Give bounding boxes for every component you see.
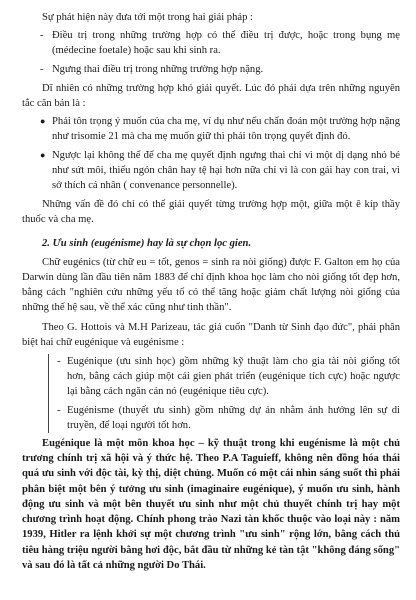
paragraph-hottois: Theo G. Hottois và M.H Parizeau, tác giả cuốn "Danh từ Sinh đạo đức", phải phân biệt hai chữ eugénique và eugénisme : bbox=[22, 321, 400, 348]
dash-bullet-icon: - bbox=[57, 404, 61, 416]
dot-bullet-icon: ● bbox=[40, 116, 46, 127]
dash-item-text: Điều trị trong những trường hợp có thể điều trị được, hoặc trong bụng mẹ (médecine foetale) hoặc sau khi sinh ra. bbox=[52, 30, 400, 57]
bullet-item-text: Ngược lại không thể để cha mẹ quyết định ngưng thai chỉ vì một dị dạng nhỏ bé như sứt môi, thiếu ngón chân hay tệ hại hơn nữa chỉ vì là con gái hay con trai, vì sở thích cá nhân ( convenance personnelle). bbox=[52, 149, 400, 192]
dash-item-text: Ngưng thai điều trị trong những trường hợp nặng. bbox=[52, 63, 264, 75]
paragraph-principles: Dĩ nhiên có những trường hợp khó giải quyết. Lúc đó phải dựa trên những nguyên tắc căn bản là : bbox=[22, 82, 400, 110]
paragraph-eugenisme-politics: Eugénique là một môn khoa học – kỹ thuật trong khi eugénisme là một chủ trương chính trị xã hội và ý thức hệ. Theo P.A Taguieff, không nên đồng hóa thái quá ưu sinh với độc tài, kỳ thị, diệt chủng. Muốn có một cái nhìn sáng suốt thì phải phân biệt một bên ý tưởng ưu sinh (imaginaire eugénique), ý muốn ưu sinh, hành động ưu sinh và một bên thuyết ưu sinh như một chủ thuyết chính trị hay một chương trình hoạt động. Chính phong trào Nazi tàn khốc thuộc vào loại này : năm 1939, Hitler ra lệnh khởi sự một chương trình "ưu sinh" rộng lớn, bằng cách thủ tiêu hàng triệu người bằng hơi độc, bắt đầu từ những kẻ tàn tật "không đáng sống" và sau đó là tất cả những người Do Thái. bbox=[22, 438, 400, 571]
bullet-item-2 bbox=[22, 148, 400, 194]
definition-box bbox=[48, 354, 400, 433]
dash-bullet-icon: - bbox=[57, 356, 61, 368]
bullet-item-1 bbox=[22, 114, 400, 144]
dot-bullet-icon: ● bbox=[40, 149, 46, 160]
definition-text: Eugénisme (thuyết ưu sinh) gồm những dự án nhằm ảnh hưởng lên sự di truyền, để loại người tốt hơn. bbox=[67, 404, 400, 431]
dash-bullet-icon: - bbox=[40, 63, 44, 75]
definition-text: Eugénique (ưu sinh học) gồm những kỹ thuật làm cho gia tài nòi giống tốt hơn, bằng cách giúp một cái gien phát triển (eugénique tích cực) hoặc ngược lại bằng cách ngăn cản nó (eugénique tiêu cực). bbox=[67, 356, 400, 398]
paragraph-eugenics-origin: Chữ eugénics (từ chữ eu = tốt, genos = sinh ra nòi giống) được F. Galton em họ của Darwin dùng lần đầu tiên năm 1883 để chỉ định khoa học làm cho nòi giống tốt đẹp hơn, bằng cách "nghiên cứu những yếu tố có thể tăng hoặc giảm chất lượng nòi giống của những thế hệ sau, về thể xác cũng như tinh thần". bbox=[22, 256, 400, 314]
section-heading: 2. Ưu sinh (eugénisme) hay là sự chọn lọc gien. bbox=[42, 237, 252, 249]
bullet-item-text: Phải tôn trọng ý muốn của cha mẹ, ví dụ như nếu chẩn đoán một trường hợp nặng như trisomie 21 mà cha mẹ muốn giữ thì phải tôn trọng quyết định đó. bbox=[52, 116, 400, 143]
dash-bullet-icon: - bbox=[40, 30, 44, 42]
dash-item-2 bbox=[22, 62, 400, 77]
dash-item-1 bbox=[22, 28, 400, 58]
definition-eugenisme bbox=[57, 403, 400, 433]
paragraph-intro: Sự phát hiện này đưa tới một trong hai giải pháp : bbox=[42, 12, 253, 23]
paragraph-team: Những vấn đề đó chỉ có thể giải quyết từng trường hợp một, giữa một ê kíp thầy thuốc và cha mẹ. bbox=[22, 199, 400, 226]
definition-eugenique bbox=[57, 354, 400, 400]
